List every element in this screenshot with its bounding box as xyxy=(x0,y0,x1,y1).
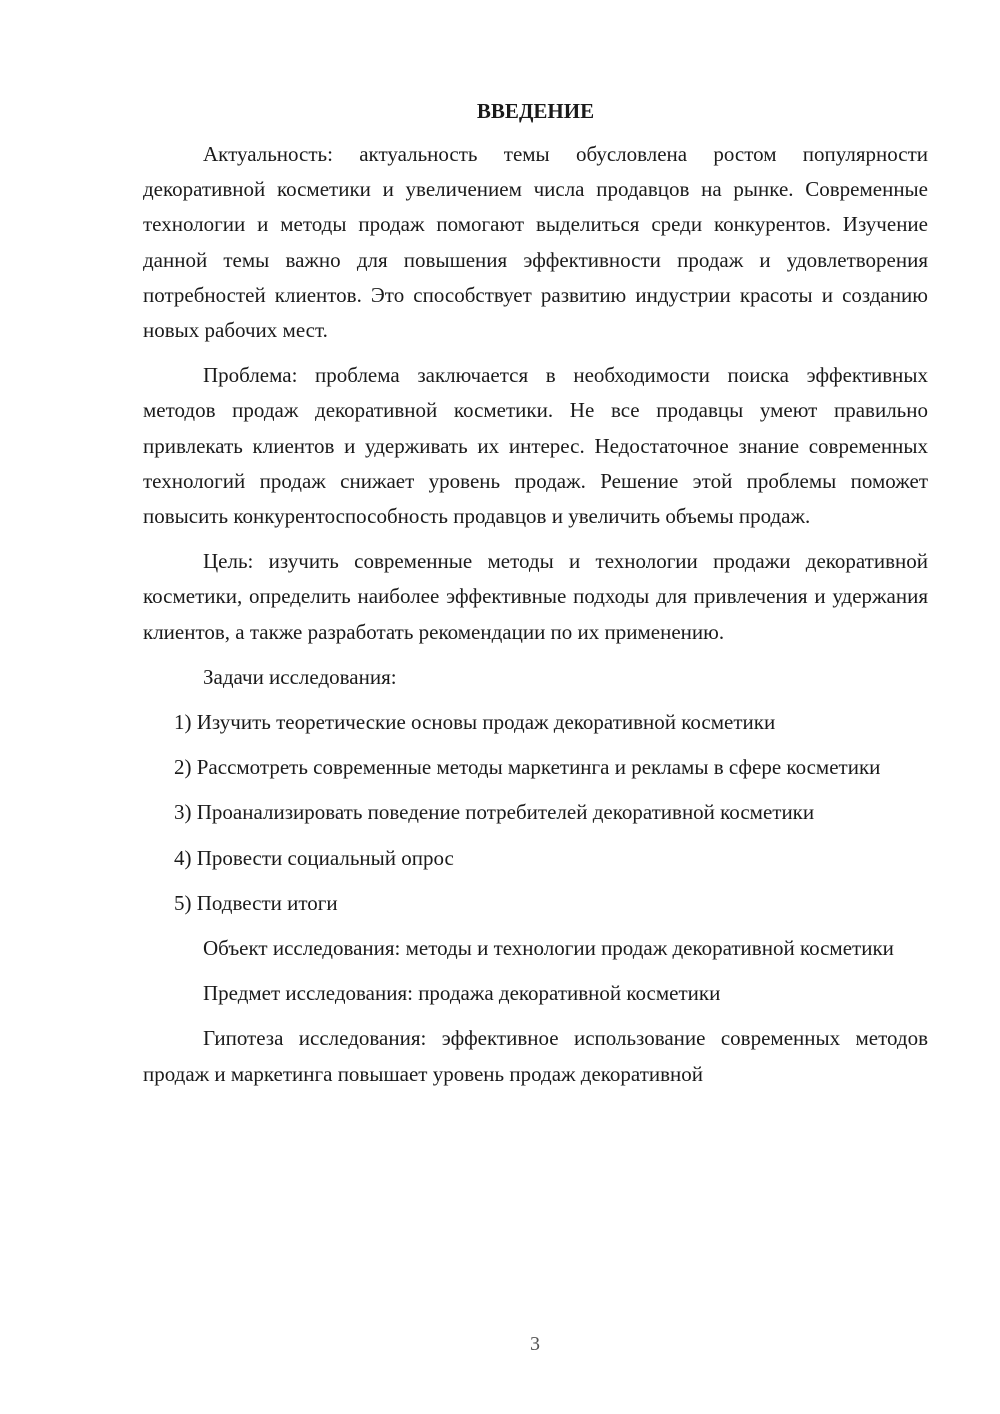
paragraph-tasks-intro: Задачи исследования: xyxy=(203,664,397,689)
task-item-4: 4) Провести социальный опрос xyxy=(174,845,454,870)
task-item-3: 3) Проанализировать поведение потребителей декоративной косметики xyxy=(174,800,815,825)
task-item-2: 2) Рассмотреть современные методы маркетинга и рекламы в сфере косметики xyxy=(174,755,881,780)
paragraph-problem: Проблема: проблема заключается в необходимости поиска эффективных методов продаж декоративной косметики. Не все продавцы умеют правильно привлекать клиентов и удерживать их интерес. Недостаточное знание современных технологий продаж снижает уровень продаж. Решение этой проблемы поможет повысить конкурентоспособность продавцов и увеличить объемы продаж. xyxy=(143,363,928,529)
paragraph-goal: Цель: изучить современные методы и технологии продажи декоративной косметики, определить наиболее эффективные подходы для привлечения и удержания клиентов, а также разработать рекомендации по их применению. xyxy=(143,549,928,644)
paragraph-subject: Предмет исследования: продажа декоративной косметики xyxy=(203,981,721,1006)
section-heading: ВВЕДЕНИЕ xyxy=(476,99,595,123)
paragraph-object: Объект исследования: методы и технологии продаж декоративной косметики xyxy=(203,936,894,961)
task-item-5: 5) Подвести итоги xyxy=(174,890,338,915)
document-page xyxy=(143,94,928,1102)
page-number: 3 xyxy=(530,1333,540,1355)
paragraph-hypothesis: Гипотеза исследования: эффективное использование современных методов продаж и маркетинга повышает уровень продаж декоративной xyxy=(143,1026,928,1086)
task-item-1: 1) Изучить теоретические основы продаж декоративной косметики xyxy=(174,710,776,735)
paragraph-relevance: Актуальность: актуальность темы обусловлена ростом популярности декоративной косметики и увеличением числа продавцов на рынке. Современные технологии и методы продаж помогают выделиться среди конкурентов. Изучение данной темы важно для повышения эффективности продаж и удовлетворения потребностей клиентов. Это способствует развитию индустрии красоты и созданию новых рабочих мест. xyxy=(143,142,928,343)
